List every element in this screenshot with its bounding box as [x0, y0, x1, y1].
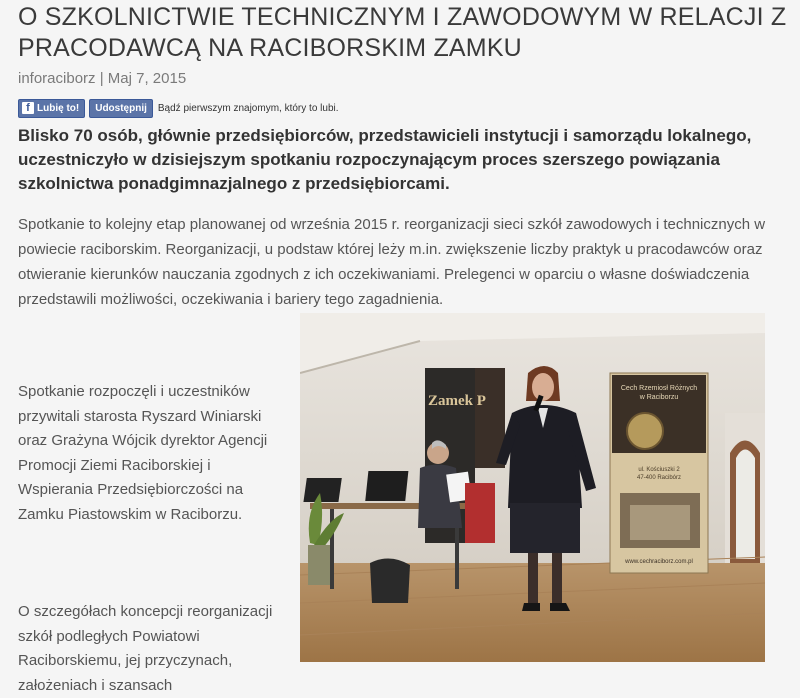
banner-right-address1: ul. Kościuszki 2: [638, 467, 680, 473]
article-photo[interactable]: [300, 313, 765, 662]
facebook-bar: [18, 98, 339, 118]
facebook-share-button[interactable]: [89, 99, 153, 118]
facebook-like-button[interactable]: [18, 99, 85, 118]
banner-left-text: Zamek P: [428, 393, 486, 409]
article-lead: Blisko 70 osób, głównie przedsiębiorców, przedstawicieli instytucji i samorządu lokalnego, uczestniczyło w dzisiejszym spotkaniu rozpoczynającym proces szerszego powiązania szkolnictwa ponadgimnazjalnego z przedsiębiorcami.: [18, 126, 752, 193]
article-paragraph-1: Spotkanie to kolejny etap planowanej od września 2015 r. reorganizacji sieci szkół zawodowych i technicznych w powiecie raciborskim. Reorganizacji, u podstaw której leży m.in. zwiększenie liczby praktyk u pracodawców oraz otwieranie kierunków nauczania zgodnych z ich oczekiwaniami. Prelegenci w oparciu o własne doświadczenia przedstawili możliwości, oczekiwania i bariery tego zagadnienia.: [18, 216, 766, 308]
article-paragraph-3: O szczegółach koncepcji reorganizacji szkół podległych Powiatowi Raciborskiemu, jej przyczynach, założeniach i szansach: [18, 603, 273, 694]
banner-right: [610, 373, 708, 573]
publish-date: Maj 7, 2015: [107, 70, 187, 87]
banner-right-address2: 47-400 Racibórz: [636, 475, 682, 481]
facebook-prompt: Bądź pierwszym znajomym, który to lubi.: [157, 102, 339, 114]
author-link[interactable]: inforaciborz: [18, 70, 96, 87]
article-meta: [18, 70, 186, 87]
like-label: Lubię to!: [37, 102, 80, 114]
share-label: Udostępnij: [95, 102, 147, 114]
meta-separator: |: [99, 70, 104, 87]
seated-audience: [370, 558, 410, 603]
article-paragraph-2: Spotkanie rozpoczęli i uczestników przywitali starosta Ryszard Winiarski oraz Grażyna Wójcik dyrektor Agencji Promocji Ziemi Raciborskiej i Wspierania Przedsiębiorczości na Zamku Piastowskim w Raciborzu.: [18, 383, 268, 523]
facebook-icon: f: [22, 102, 34, 114]
banner-right-url: www.cechraciborz.com.pl: [625, 559, 693, 565]
banner-right-line1: Cech Rzemiosł Różnych: [620, 385, 698, 392]
article-title: O SZKOLNICTWIE TECHNICZNYM I ZAWODOWYM W RELACJI Z PRACODAWCĄ NA RACIBORSKIM ZAMKU: [18, 3, 787, 62]
banner-right-line2: w Raciborzu: [639, 394, 679, 401]
